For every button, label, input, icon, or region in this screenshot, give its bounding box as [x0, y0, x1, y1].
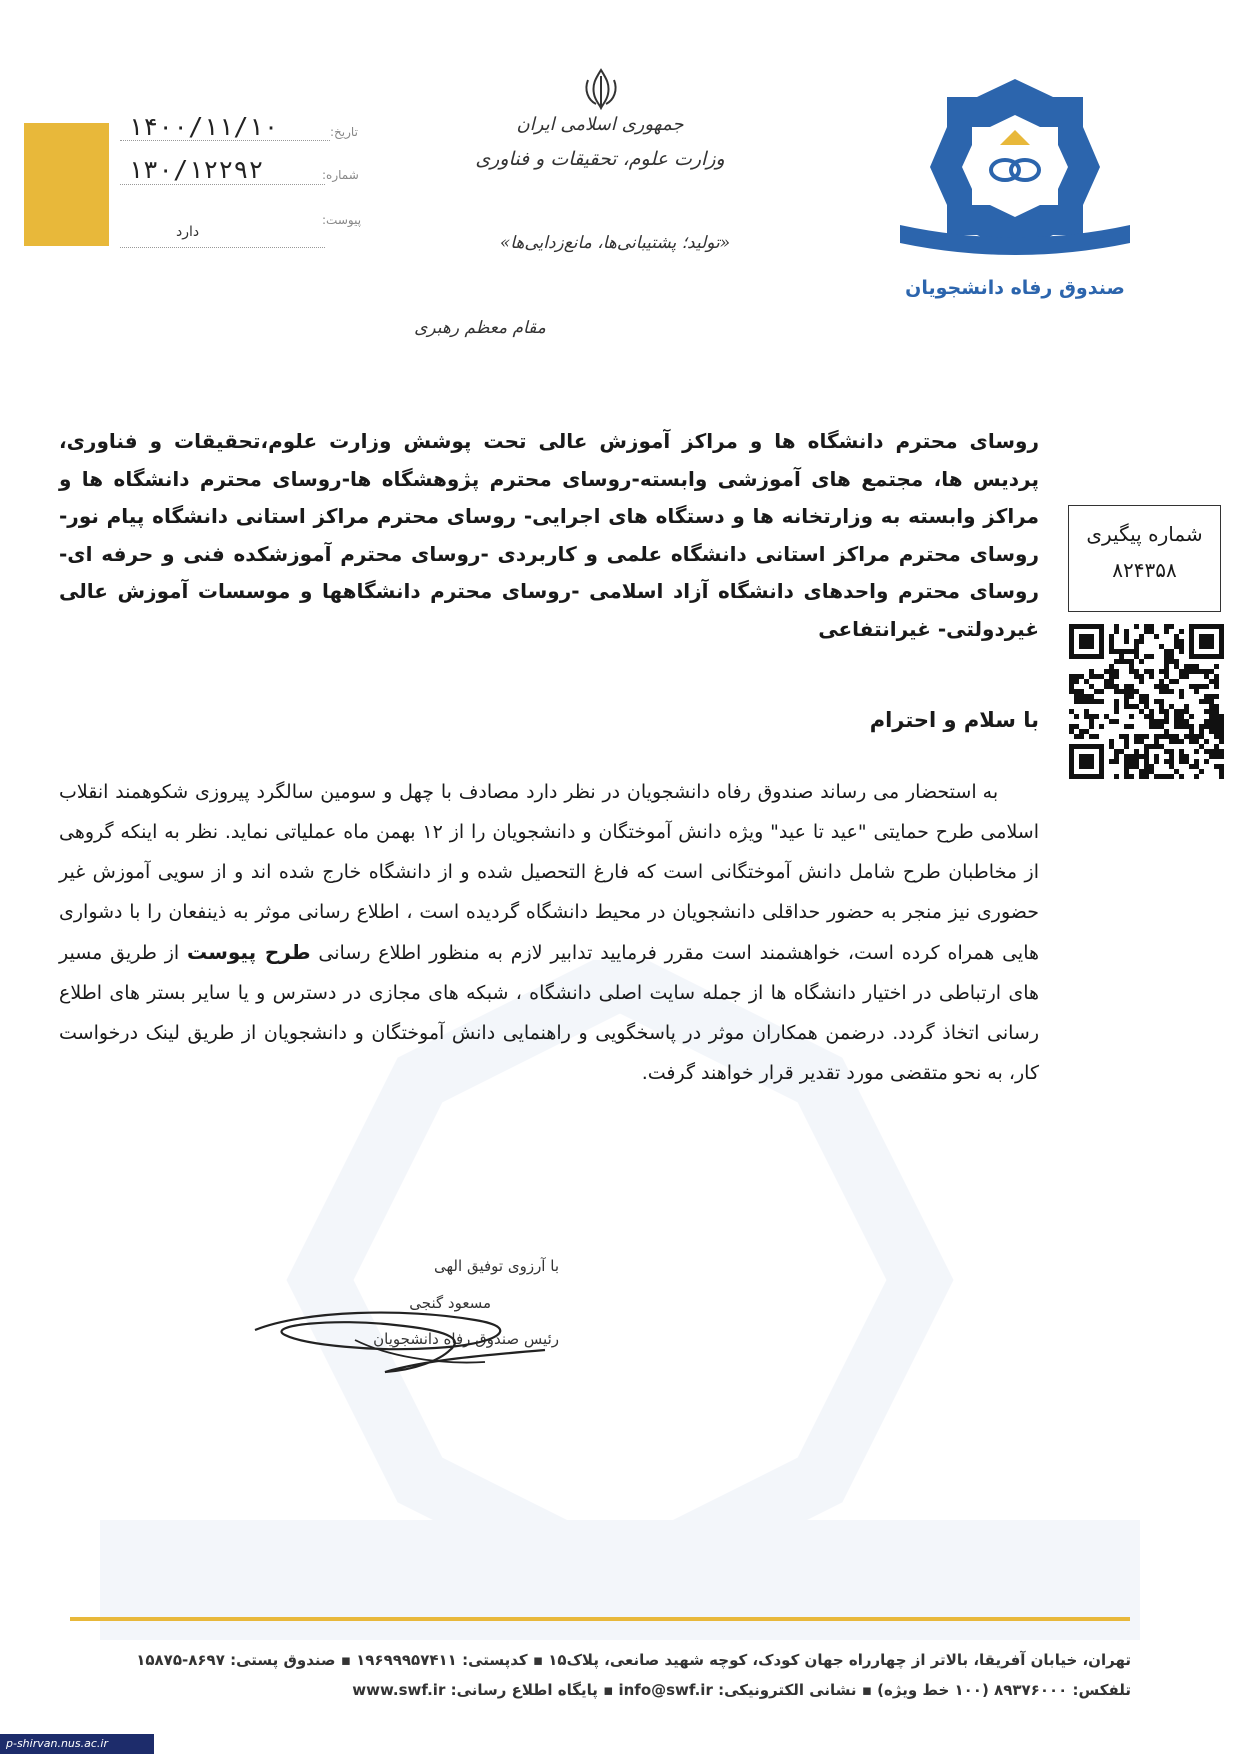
tracking-box: [1068, 505, 1221, 612]
date-underline: [120, 140, 330, 141]
date-label: تاریخ:: [330, 125, 358, 139]
qr-code: [1068, 624, 1225, 779]
tracking-number: ۸۲۴۳۵۸: [1112, 558, 1177, 582]
attachment-value: دارد: [176, 224, 200, 240]
slogan: «تولید؛ پشتیبانی‌ها، مانع‌زدایی‌ها»: [499, 233, 731, 253]
letter-body: [59, 772, 1039, 1093]
tracking-label: شماره پیگیری: [1086, 522, 1203, 546]
gold-corner-mark: [24, 123, 109, 246]
number-label: شماره:: [322, 168, 359, 182]
body-part2: از طریق مسیر های ارتباطی در اختیار دانشگاه ها از جمله سایت اصلی دانشگاه ، شبکه های مجازی در دسترس و یا سایر بستر های اطلاع رسانی اتخاذ گردد. درضمن همکاران موثر در پاسخگویی و راهنمایی دانش آموختگان و دانشجویان از طریق لینک درخواست کار، به نحو متقضی مورد تقدیر قرار خواهند گرفت.: [59, 942, 1039, 1084]
signer-name: مسعود گنجی: [409, 1294, 491, 1312]
number-value: ۱۳۰/۱۲۲۹۲: [128, 155, 264, 184]
footer-contact: تلفکس: ۸۹۳۷۶۰۰۰ (۱۰۰ خط ویژه) ▪ نشانی الکترونیکی: info@swf.ir ▪ پایگاه اطلاع رسانی: www.swf.ir: [352, 1681, 1131, 1699]
attachment-label: پیوست:: [322, 213, 362, 227]
closing: با آرزوی توفیق الهی: [434, 1257, 559, 1275]
site-badge[interactable]: p-shirvan.nus.ac.ir: [0, 1734, 154, 1754]
date-value: ۱۴۰۰/۱۱/۱۰: [128, 112, 279, 141]
footer-rule: [70, 1617, 1130, 1621]
body-part1: به استحضار می رساند صندوق رفاه دانشجویان در نظر دارد مصادف با چهل و سومین سالگرد پیروزی شکوهمند انقلاب اسلامی طرح حمایتی "عید تا عید" ویژه دانش آموختگان و دانشجویان را از ۱۲ بهمن ماه عملیاتی نماید. نظر به اینکه گروهی از مخاطبان طرح شامل دانش آموختگانی است که فارغ التحصیل شده و از دانشگاه خارج شده اند و از سویی آموزش غیر حضوری نیز منجر به حضور حداقلی دانشجویان در محیط دانشگاه گردیده است ، اطلاع رسانی موثر به ذینفعان را با دشواری هایی همراه کرده است، خواهشمند است مقرر فرمایید تدابیر لازم به منظور اطلاع رسانی: [59, 781, 1040, 964]
footer-address: تهران، خیابان آفریقا، بالاتر از چهارراه جهان کودک، کوچه شهید صانعی، پلاک۱۵ ▪ کدپستی: ۱۹۶۹۹۹۵۷۴۱۱ ▪ صندوق پستی: ۸۶۹۷-۱۵۸۷۵: [136, 1651, 1131, 1669]
logo-caption: صندوق رفاه دانشجویان: [905, 277, 1125, 299]
handwritten-signature: [245, 1300, 575, 1380]
number-underline: [120, 184, 325, 185]
iran-emblem-icon: [582, 68, 620, 110]
emblem-line1: جمهوری اسلامی ایران: [516, 114, 684, 135]
leader-title: مقام معظم رهبری: [414, 318, 546, 338]
attachment-underline: [120, 247, 325, 248]
body-bold: طرح پیوست: [187, 940, 311, 964]
greeting: با سلام و احترام: [869, 708, 1039, 732]
signer-title: رئیس صندوق رفاه دانشجویان: [373, 1330, 559, 1348]
swf-logo-icon: [900, 75, 1130, 265]
emblem-line2: وزارت علوم، تحقیقات و فناوری: [475, 148, 725, 170]
addressees: روسای محترم دانشگاه ها و مراکز آموزش عالی تحت پوشش وزارت علوم،تحقیقات و فناوری، پردیس ها، مجتمع های آموزشی وابسته-روسای محترم پژوهشگاه ها-روسای محترم دانشگاه ها و مراکز وابسته به وزارتخانه ها و دستگاه های اجرایی- روسای محترم مراکز استانی دانشگاه پیام نور- روسای محترم مراکز استانی دانشگاه علمی و کاربردی -روسای محترم آموزشکده فنی و حرفه ای- روسای محترم واحدهای دانشگاه آزاد اسلامی -روسای محترم دانشگاهها و موسسات آموزش عالی غیردولتی- غیرانتفاعی: [59, 429, 1039, 641]
